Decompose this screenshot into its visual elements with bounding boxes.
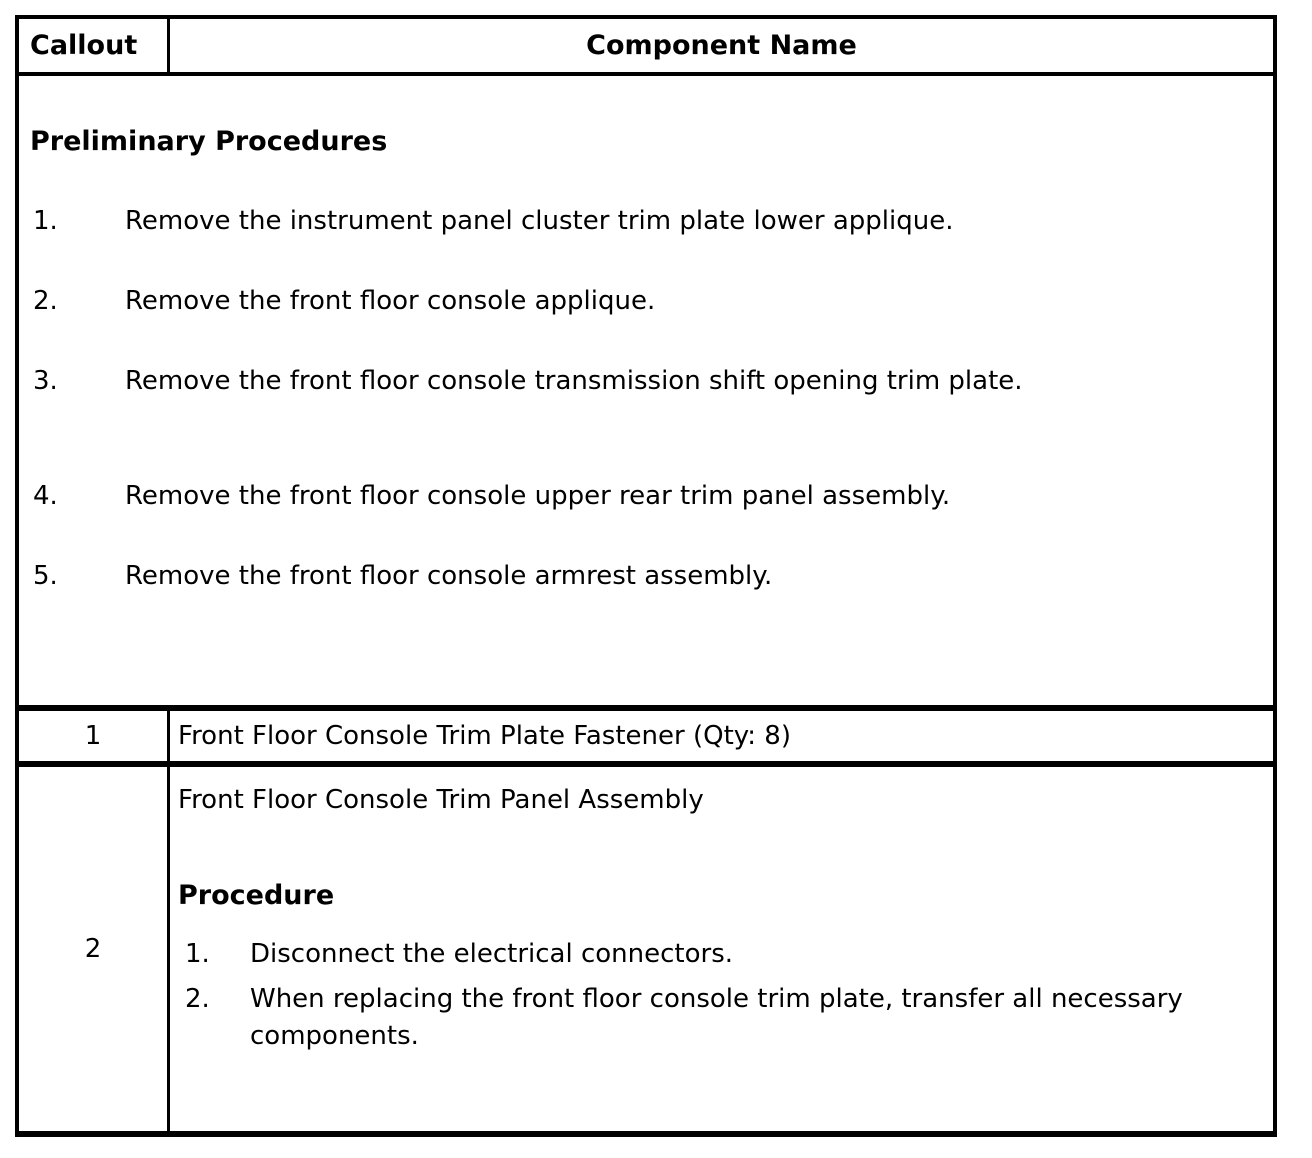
- procedure-step-2: [178, 981, 1253, 1055]
- step-number: 2.: [33, 286, 58, 316]
- step-number: 1.: [185, 939, 210, 969]
- component-callout-table: [15, 15, 1277, 1137]
- preliminary-step-4: [30, 480, 1253, 513]
- step-number: 2.: [185, 984, 210, 1014]
- step-text: Remove the instrument panel cluster trim plate lower applique.: [125, 206, 954, 236]
- preliminary-step-5: [30, 560, 1253, 593]
- component-name-value: Front Floor Console Trim Plate Fastener (Qty: 8): [178, 720, 791, 751]
- component-name-column-header: Component Name: [586, 30, 857, 61]
- preliminary-procedures-cell: [19, 76, 1273, 705]
- step-text: Remove the front floor console applique.: [125, 286, 656, 316]
- table-row-callout-1: [19, 711, 1273, 767]
- procedure-step-1: [178, 936, 1253, 973]
- step-number: 3.: [33, 366, 58, 396]
- preliminary-step-1: [30, 205, 1253, 238]
- preliminary-step-3: [30, 365, 1253, 398]
- component-name-value: Front Floor Console Trim Panel Assembly: [178, 785, 704, 815]
- callout-column-header: Callout: [19, 19, 170, 72]
- step-text: Remove the front floor console armrest assembly.: [125, 561, 773, 591]
- step-number: 1.: [33, 206, 58, 236]
- procedure-title: Procedure: [178, 880, 335, 911]
- preliminary-step-2: [30, 285, 1253, 318]
- step-text: Remove the front floor console upper rear trim panel assembly.: [125, 481, 951, 511]
- preliminary-procedures-title: Preliminary Procedures: [30, 126, 388, 157]
- step-text: When replacing the front floor console trim plate, transfer all necessary components.: [250, 984, 1183, 1051]
- preliminary-procedures-row: [19, 76, 1273, 711]
- step-text: Disconnect the electrical connectors.: [250, 939, 734, 969]
- callout-value: 1: [19, 711, 170, 761]
- step-number: 5.: [33, 561, 58, 591]
- component-detail-cell: [170, 767, 1273, 1131]
- callout-value: 2: [19, 767, 170, 1131]
- table-header-row: [19, 19, 1273, 76]
- step-text: Remove the front floor console transmission shift opening trim plate.: [125, 366, 1023, 396]
- step-number: 4.: [33, 481, 58, 511]
- table-row-callout-2: [19, 767, 1273, 1131]
